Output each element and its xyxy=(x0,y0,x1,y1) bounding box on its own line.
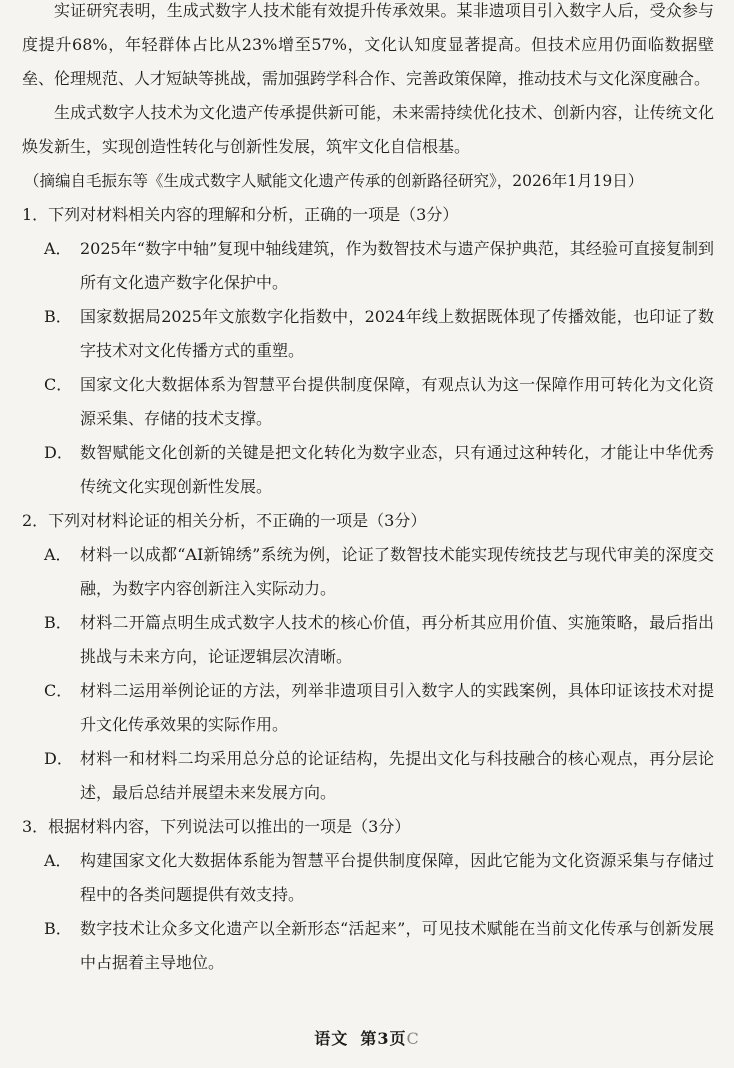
option-letter: D． xyxy=(44,443,73,462)
option-text: 数字技术让众多文化遗产以全新形态“活起来”，可见技术赋能在当前文化传承与创新发展中占据着主导地位。 xyxy=(80,919,714,972)
footer-subject: 语文 xyxy=(314,1029,349,1048)
option-a xyxy=(22,844,714,912)
body-paragraph-1: 实证研究表明，生成式数字人技术能有效提升传承效果。某非遗项目引入数字人后，受众参与度提升68%，年轻群体占比从23%增至57%，文化认知度显著提高。但技术应用仍面临数据壁垒、伦理规范、人才短缺等挑战，需加强跨学科合作、完善政策保障，推动技术与文化深度融合。 xyxy=(22,1,714,88)
option-d xyxy=(22,436,714,504)
option-letter: C． xyxy=(44,681,73,700)
question-3 xyxy=(22,810,714,980)
option-text: 国家数据局2025年文旅数字化指数中，2024年线上数据既体现了传播效能，也印证了数字技术对文化传播方式的重塑。 xyxy=(80,307,714,360)
option-text: 材料一和材料二均采用总分总的论证结构，先提出文化与科技融合的核心观点，再分层论述，最后总结并展望未来发展方向。 xyxy=(80,749,714,802)
option-text: 构建国家文化大数据体系能为智慧平台提供制度保障，因此它能为文化资源采集与存储过程中的各类问题提供有效支持。 xyxy=(80,851,714,904)
option-text: 材料二运用举例论证的方法，列举非遗项目引入数字人的实践案例，具体印证该技术对提升文化传承效果的实际作用。 xyxy=(80,681,714,734)
option-b xyxy=(22,300,714,368)
option-letter: B． xyxy=(44,613,72,632)
option-b xyxy=(22,912,714,980)
question-stem: 3．根据材料内容，下列说法可以推出的一项是（3分） xyxy=(22,817,411,836)
option-c xyxy=(22,368,714,436)
footer-ghost-mark: C xyxy=(406,1029,420,1048)
option-letter: A． xyxy=(44,851,72,870)
source-citation: （摘编自毛振东等《生成式数字人赋能文化遗产传承的创新路径研究》，2026年1月19日） xyxy=(24,172,644,190)
question-stem: 1．下列对材料相关内容的理解和分析，正确的一项是（3分） xyxy=(22,205,459,224)
option-text: 材料二开篇点明生成式数字人技术的核心价值，再分析其应用价值、实施策略，最后指出挑战与未来方向，论证逻辑层次清晰。 xyxy=(80,613,714,666)
option-text: 2025年“数字中轴”复现中轴线建筑，作为数智技术与遗产保护典范，其经验可直接复制到所有文化遗产数字化保护中。 xyxy=(80,239,714,292)
option-text: 国家文化大数据体系为智慧平台提供制度保障，有观点认为这一保障作用可转化为文化资源采集、存储的技术支撑。 xyxy=(80,375,714,428)
option-text: 材料一以成都“AI新锦绣”系统为例，论证了数智技术能实现传统技艺与现代审美的深度交融，为数字内容创新注入实际动力。 xyxy=(80,545,714,598)
option-letter: B． xyxy=(44,307,72,326)
option-a xyxy=(22,232,714,300)
footer-page-number: 第3页 xyxy=(360,1029,407,1048)
option-a xyxy=(22,538,714,606)
question-stem: 2．下列对材料论证的相关分析，不正确的一项是（3分） xyxy=(22,511,427,530)
question-1 xyxy=(22,198,714,504)
option-c xyxy=(22,674,714,742)
page-footer xyxy=(0,1026,734,1049)
option-text: 数智赋能文化创新的关键是把文化转化为数字业态，只有通过这种转化，才能让中华优秀传统文化实现创新性发展。 xyxy=(80,443,714,496)
option-b xyxy=(22,606,714,674)
option-letter: D． xyxy=(44,749,73,768)
option-letter: A． xyxy=(44,239,72,258)
option-letter: B． xyxy=(44,919,72,938)
option-d xyxy=(22,742,714,810)
question-2 xyxy=(22,504,714,810)
option-letter: C． xyxy=(44,375,73,394)
option-letter: A． xyxy=(44,545,72,564)
body-paragraph-2: 生成式数字人技术为文化遗产传承提供新可能，未来需持续优化技术、创新内容，让传统文化焕发新生，实现创造性转化与创新性发展，筑牢文化自信根基。 xyxy=(22,103,714,156)
